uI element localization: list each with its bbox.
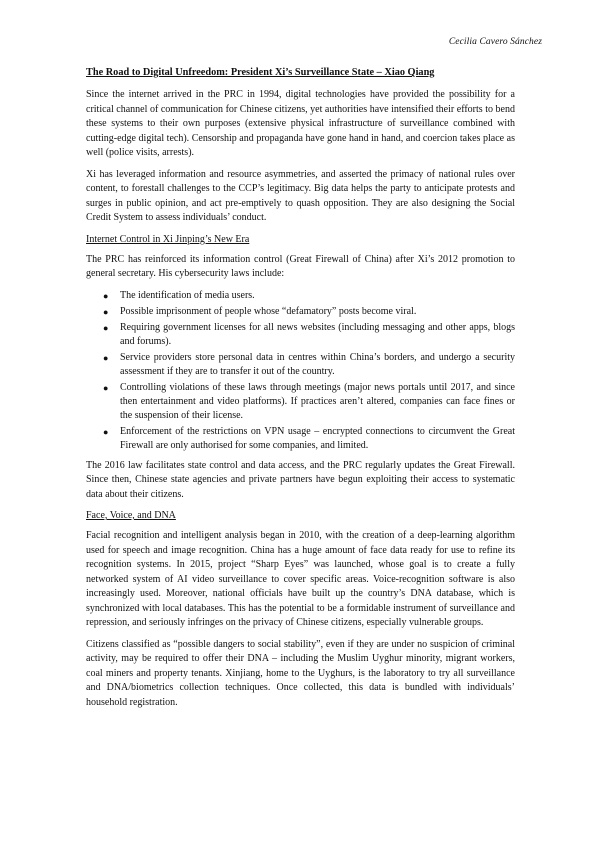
bullet-icon: ● xyxy=(103,352,109,363)
list-item-text: Controlling violations of these laws through meetings (major news portals until 2017, and since then entertainment and video platforms). If practices aren’t altered, companies can face fines or the suspension of their license. xyxy=(120,381,515,421)
document-body xyxy=(86,66,515,717)
bullet-icon: ● xyxy=(103,322,109,333)
list-item xyxy=(86,351,515,379)
list-item-text: Requiring government licenses for all news websites (including messaging and other apps, blogs and forums). xyxy=(120,321,515,347)
list-item xyxy=(86,305,515,319)
body-paragraph: Citizens classified as “possible dangers to social stability”, even if they are under no suspicion of criminal activity, may be required to offer their DNA – including the Muslim Uyghur minority, migrant workers, coal miners and property tenants. Xinjiang, home to the Uyghurs, is the laboratory to try all surveillance and DNA/biometrics collection techniques. Once collected, this data is bundled with individuals’ household registration. xyxy=(86,638,515,708)
section-closing-paragraph: The 2016 law facilitates state control and data access, and the PRC regularly updates the Great Firewall. Since then, Chinese state agencies and private partners have begun exploiting their access to systematic data about their citizens. xyxy=(86,459,515,500)
intro-paragraph: Since the internet arrived in the PRC in 1994, digital technologies have provided the possibility for a critical channel of communication for Chinese citizens, yet authorities have intensified their efforts to bend these systems to their own purposes (extensive physical infrastructure of surveillance combined with cutting-edge digital tech). Censorship and propaganda have gone hand in hand, and coercion takes place as well (police visits, arrests). xyxy=(86,89,515,158)
list-item-text: Possible imprisonment of people whose “defamatory” posts become viral. xyxy=(120,305,417,317)
bullet-icon: ● xyxy=(103,290,109,301)
section-heading-face-voice-dna: Face, Voice, and DNA xyxy=(86,510,176,521)
section-heading-internet-control: Internet Control in Xi Jinping’s New Era xyxy=(86,233,250,245)
intro-paragraph: Xi has leveraged information and resource asymmetries, and asserted the primacy of national rules over content, to forestall challenges to the CCP’s legitimacy. Big data helps the party to anticipate protests and surges in public opinion, and act pre-emptively to quash opposition. They are also designing the Social Credit System to assess individuals’ conduct. xyxy=(86,168,515,223)
list-item-text: The identification of media users. xyxy=(120,289,255,301)
cybersecurity-law-list xyxy=(86,289,515,453)
list-item xyxy=(86,321,515,349)
list-item-text: Enforcement of the restrictions on VPN usage – encrypted connections to circumvent the Great Firewall are only authorised for some companies, and limited. xyxy=(120,425,515,451)
list-item xyxy=(86,425,515,453)
list-item xyxy=(86,381,515,423)
bullet-icon: ● xyxy=(103,306,109,317)
list-item-text: Service providers store personal data in centres within China’s borders, and undergo a security assessment if they are to transfer it out of the country. xyxy=(120,351,515,377)
author-name: Cecilia Cavero Sánchez xyxy=(448,37,542,47)
section-lead-paragraph: The PRC has reinforced its information control (Great Firewall of China) after Xi’s 2012 promotion to general secretary. His cybersecurity laws include: xyxy=(86,253,515,279)
document-title: The Road to Digital Unfreedom: President Xi’s Surveillance State – Xiao Qiang xyxy=(86,67,435,78)
bullet-icon: ● xyxy=(103,382,109,393)
list-item xyxy=(86,289,515,303)
bullet-icon: ● xyxy=(103,426,109,437)
body-paragraph: Facial recognition and intelligent analysis began in 2010, with the creation of a deep-learning algorithm used for speech and image recognition. China has a huge amount of face data ready for use to refine its recognition systems. In 2015, project “Sharp Eyes” was launched, whose goal is to create a fully networked system of AI video surveillance to cover specific areas. Voice-recognition software is also increasingly used. Moreover, national officials have built up the country’s DNA database, which is synchronized with local databases. This has the potential to be a formidable instrument of surveillance and repression, and seriously infringes on the privacy of Chinese citizens, especially vulnerable groups. xyxy=(86,530,515,628)
